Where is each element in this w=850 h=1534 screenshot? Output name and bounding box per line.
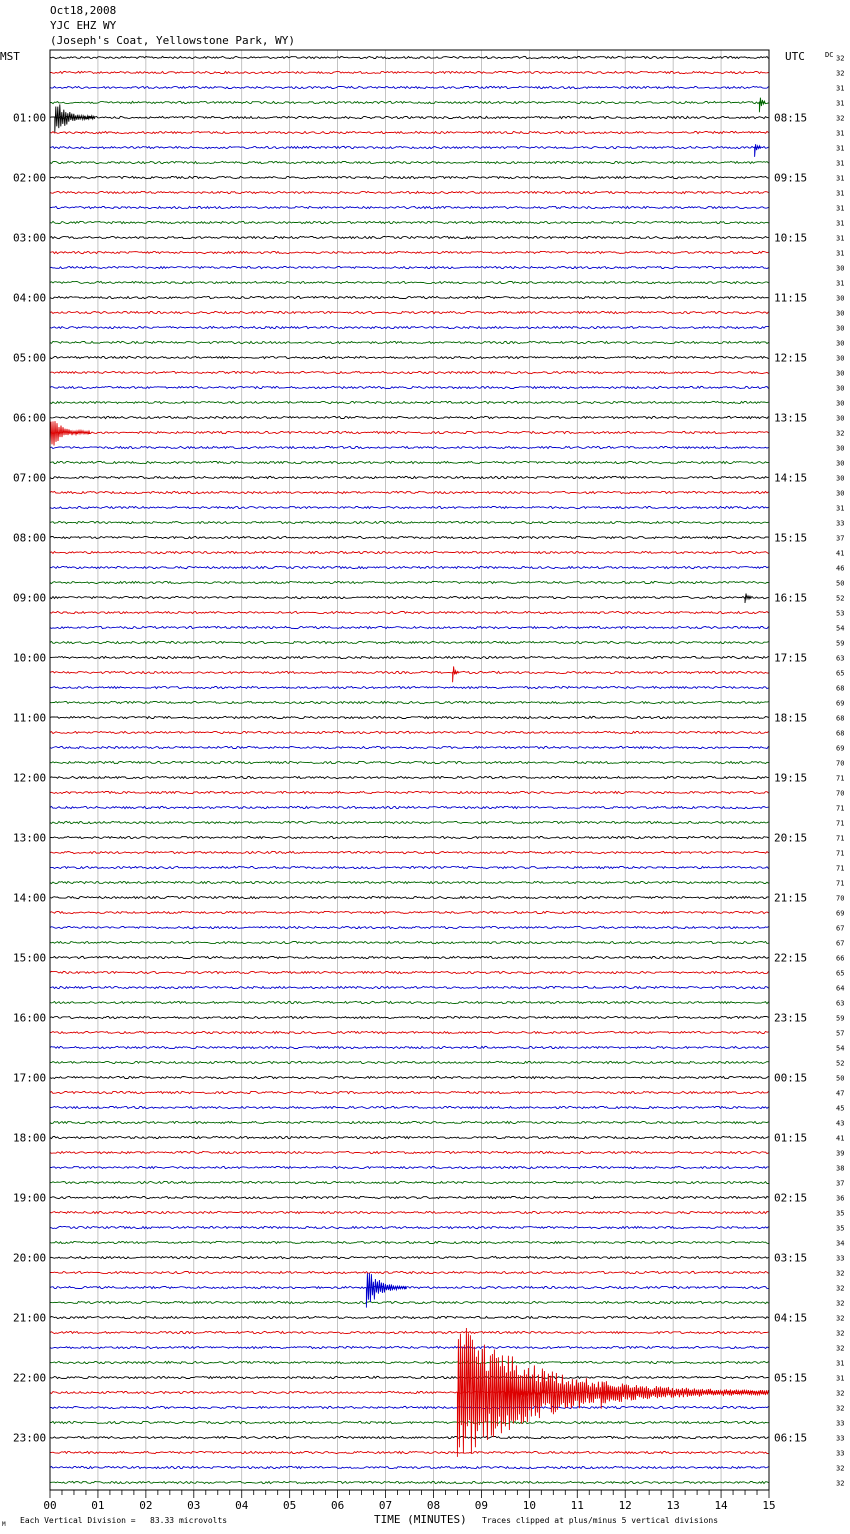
trace-row-7 (50, 146, 769, 148)
trace-row-73 (50, 1136, 769, 1138)
trace-row-62 (50, 971, 769, 973)
dc-offset-label: 31 (836, 144, 845, 153)
trace-row-79 (50, 1226, 769, 1228)
dc-offset-label: 30 (836, 384, 845, 393)
dc-offset-label: 30 (836, 414, 845, 423)
trace-row-81 (50, 1256, 769, 1258)
dc-offset-label: 31 (836, 129, 845, 138)
left-hour-label: 06:00 (13, 411, 47, 425)
dc-offset-label: 53 (836, 609, 845, 618)
trace-row-9 (50, 176, 769, 178)
dc-offset-label: 31 (836, 84, 845, 93)
dc-offset-label: 32 (836, 1299, 845, 1308)
dc-offset-label: 54 (836, 624, 845, 633)
dc-offset-label: 31 (836, 234, 845, 243)
x-tick-label: 15 (762, 1499, 776, 1512)
dc-offset-label: 36 (836, 1194, 845, 1203)
trace-row-18 (50, 311, 769, 313)
dc-offset-label: 69 (836, 744, 845, 753)
trace-row-91 (50, 1406, 769, 1408)
dc-offset-label: 30 (836, 309, 845, 318)
trace-row-48 (50, 761, 769, 763)
dc-offset-label: 32 (836, 1329, 845, 1338)
dc-offset-label: 69 (836, 699, 845, 708)
dc-offset-label: 31 (836, 189, 845, 198)
dc-offset-label: 32 (836, 429, 845, 438)
dc-offset-label: 30 (836, 339, 845, 348)
dc-offset-label: 30 (836, 264, 845, 273)
dc-offset-label: 30 (836, 399, 845, 408)
plot-frame (50, 50, 769, 1490)
dc-offset-label: 32 (836, 1404, 845, 1413)
dc-offset-label: 37 (836, 1179, 845, 1188)
left-hour-label: 22:00 (13, 1371, 47, 1385)
dc-offset-label: 71 (836, 804, 845, 813)
dc-offset-label: 31 (836, 1374, 845, 1383)
trace-row-87 (50, 1346, 769, 1348)
right-hour-label: 09:15 (774, 171, 808, 185)
x-tick-label: 02 (139, 1499, 153, 1512)
seismic-event-6 (453, 666, 459, 682)
dc-offset-label: 33 (836, 519, 845, 528)
trace-row-70 (50, 1091, 769, 1093)
right-hour-label: 04:15 (774, 1311, 808, 1325)
dc-offset-label: 68 (836, 684, 845, 693)
left-hour-label: 10:00 (13, 651, 47, 665)
trace-row-65 (50, 1016, 769, 1018)
x-axis-title: TIME (MINUTES) (374, 1513, 467, 1526)
trace-row-57 (50, 896, 769, 898)
plot-date: Oct18,2008 (50, 4, 117, 17)
dc-offset-label: 33 (836, 1434, 845, 1443)
trace-row-92 (50, 1421, 769, 1423)
left-hour-label: 17:00 (13, 1071, 47, 1085)
dc-offset-label: 38 (836, 1164, 845, 1173)
dc-offset-label: 59 (836, 1014, 845, 1023)
left-hour-label: 19:00 (13, 1191, 47, 1205)
trace-row-45 (50, 716, 769, 718)
trace-row-27 (50, 446, 769, 448)
right-hour-label: 18:15 (774, 711, 808, 725)
dc-offset-label: 67 (836, 939, 845, 948)
dc-offset-label: 70 (836, 759, 845, 768)
right-hour-label: 23:15 (774, 1011, 808, 1025)
dc-offset-label: 32 (836, 1269, 845, 1278)
trace-row-33 (50, 536, 769, 538)
trace-row-4 (50, 101, 769, 103)
trace-row-32 (50, 521, 769, 523)
trace-row-38 (50, 611, 769, 613)
corner-mark: M (2, 1521, 6, 1528)
trace-row-78 (50, 1211, 769, 1213)
trace-row-52 (50, 821, 769, 823)
x-tick-label: 12 (618, 1499, 632, 1512)
right-hour-label: 13:15 (774, 411, 808, 425)
trace-row-8 (50, 161, 769, 163)
x-tick-label: 14 (714, 1499, 728, 1512)
dc-offset-label: 32 (836, 1314, 845, 1323)
trace-row-67 (50, 1046, 769, 1048)
trace-row-80 (50, 1241, 769, 1243)
dc-offset-label: 30 (836, 489, 845, 498)
trace-row-51 (50, 806, 769, 808)
right-hour-label: 11:15 (774, 291, 808, 305)
left-hour-label: 18:00 (13, 1131, 47, 1145)
trace-row-93 (50, 1436, 769, 1438)
dc-offset-label: 59 (836, 639, 845, 648)
dc-offset-label: 31 (836, 504, 845, 513)
dc-offset-label: 33 (836, 1419, 845, 1428)
trace-row-77 (50, 1196, 769, 1198)
left-hour-label: 08:00 (13, 531, 47, 545)
dc-offset-label: 31 (836, 1359, 845, 1368)
trace-row-21 (50, 356, 769, 358)
trace-row-54 (50, 851, 769, 853)
station-location: (Joseph's Coat, Yellowstone Park, WY) (50, 34, 296, 47)
dc-offset-label: 47 (836, 1089, 845, 1098)
trace-row-36 (50, 581, 769, 583)
trace-row-56 (50, 881, 769, 883)
left-hour-label: 16:00 (13, 1011, 47, 1025)
right-hour-label: 20:15 (774, 831, 808, 845)
time-gridlines (98, 50, 721, 1490)
trace-row-88 (50, 1361, 769, 1363)
dc-offset-label: 32 (836, 114, 845, 123)
dc-offset-label: 41 (836, 1134, 845, 1143)
left-hour-label: 05:00 (13, 351, 47, 365)
dc-offset-label: 43 (836, 1119, 845, 1128)
right-hour-label: 17:15 (774, 651, 808, 665)
trace-row-61 (50, 956, 769, 958)
trace-row-24 (50, 401, 769, 403)
dc-offset-label: 63 (836, 999, 845, 1008)
trace-row-94 (50, 1451, 769, 1453)
dc-offset-label: 33 (836, 1449, 845, 1458)
dc-offset-label: 41 (836, 549, 845, 558)
dc-offset-label: 30 (836, 354, 845, 363)
left-hour-label: 13:00 (13, 831, 47, 845)
dc-offset-label: 52 (836, 1059, 845, 1068)
right-hour-label: 03:15 (774, 1251, 808, 1265)
dc-offset-label: 30 (836, 474, 845, 483)
dc-offset-label: 54 (836, 1044, 845, 1053)
trace-row-2 (50, 71, 769, 73)
dc-offset-label: 71 (836, 849, 845, 858)
trace-row-60 (50, 941, 769, 943)
x-tick-label: 11 (570, 1499, 584, 1512)
left-hour-label: 07:00 (13, 471, 47, 485)
dc-offset-label: 32 (836, 69, 845, 78)
dc-offset-label: 67 (836, 924, 845, 933)
dc-offset-label: 68 (836, 729, 845, 738)
trace-row-68 (50, 1061, 769, 1063)
right-hour-label: 06:15 (774, 1431, 808, 1445)
dc-offset-label: 64 (836, 984, 845, 993)
trace-row-10 (50, 191, 769, 193)
left-hour-label: 01:00 (13, 111, 47, 125)
trace-row-19 (50, 326, 769, 328)
trace-row-35 (50, 566, 769, 568)
dc-offset-label: 31 (836, 249, 845, 258)
left-hour-label: 03:00 (13, 231, 47, 245)
right-hour-label: 05:15 (774, 1371, 808, 1385)
trace-row-17 (50, 296, 769, 298)
trace-row-30 (50, 491, 769, 493)
dc-offset-label: 32 (836, 1479, 845, 1488)
trace-row-39 (50, 626, 769, 628)
left-hour-label: 04:00 (13, 291, 47, 305)
dc-offset-label: 35 (836, 1209, 845, 1218)
right-timezone-label: UTC (785, 50, 805, 63)
dc-offset-label: 32 (836, 1464, 845, 1473)
dc-offset-label: 65 (836, 969, 845, 978)
trace-row-40 (50, 641, 769, 643)
dc-offset-header: DC (825, 51, 834, 59)
trace-row-47 (50, 746, 769, 748)
dc-offset-label: 31 (836, 204, 845, 213)
dc-offset-label: 31 (836, 99, 845, 108)
trace-row-11 (50, 206, 769, 208)
trace-row-16 (50, 281, 769, 283)
dc-offset-label: 30 (836, 459, 845, 468)
trace-row-59 (50, 926, 769, 928)
right-hour-label: 01:15 (774, 1131, 808, 1145)
dc-offset-label: 30 (836, 294, 845, 303)
trace-row-85 (50, 1316, 769, 1318)
right-hour-label: 22:15 (774, 951, 808, 965)
left-hour-label: 14:00 (13, 891, 47, 905)
dc-offset-label: 70 (836, 894, 845, 903)
dc-offset-label: 32 (836, 1284, 845, 1293)
dc-offset-label: 50 (836, 579, 845, 588)
dc-offset-label: 46 (836, 564, 845, 573)
seismic-event-1 (759, 98, 765, 113)
dc-offset-label: 66 (836, 954, 845, 963)
dc-offset-label: 30 (836, 444, 845, 453)
right-hour-label: 02:15 (774, 1191, 808, 1205)
trace-row-75 (50, 1166, 769, 1168)
trace-row-76 (50, 1181, 769, 1183)
trace-row-74 (50, 1151, 769, 1153)
trace-row-46 (50, 731, 769, 733)
trace-row-84 (50, 1301, 769, 1303)
right-hour-label: 16:15 (774, 591, 808, 605)
trace-row-43 (50, 686, 769, 688)
dc-offset-label: 32 (836, 54, 845, 63)
x-tick-label: 10 (522, 1499, 536, 1512)
dc-offset-label: 31 (836, 159, 845, 168)
dc-offset-label: 50 (836, 1074, 845, 1083)
dc-offset-label: 57 (836, 1029, 845, 1038)
right-hour-label: 14:15 (774, 471, 808, 485)
trace-row-23 (50, 386, 769, 388)
x-tick-label: 07 (378, 1499, 393, 1512)
dc-offset-label: 68 (836, 714, 845, 723)
dc-offset-label: 30 (836, 324, 845, 333)
dc-offset-label: 63 (836, 654, 845, 663)
trace-row-49 (50, 776, 769, 778)
clip-note: Traces clipped at plus/minus 5 vertical divisions (482, 1516, 719, 1525)
trace-row-22 (50, 371, 769, 373)
seismic-event-2 (55, 104, 95, 132)
dc-offset-label: 71 (836, 834, 845, 843)
dc-offset-label: 52 (836, 594, 845, 603)
trace-row-83 (50, 1286, 769, 1288)
trace-row-66 (50, 1031, 769, 1033)
x-tick-label: 01 (91, 1499, 105, 1512)
dc-offset-label: 70 (836, 789, 845, 798)
dc-offset-label: 31 (836, 174, 845, 183)
x-tick-label: 06 (330, 1499, 345, 1512)
dc-offset-label: 71 (836, 819, 845, 828)
x-tick-label: 00 (43, 1499, 57, 1512)
dc-offset-label: 69 (836, 909, 845, 918)
dc-offset-label: 37 (836, 534, 845, 543)
trace-row-3 (50, 86, 769, 88)
x-tick-label: 09 (474, 1499, 489, 1512)
dc-offset-label: 35 (836, 1224, 845, 1233)
dc-offset-label: 30 (836, 369, 845, 378)
right-hour-label: 19:15 (774, 771, 808, 785)
trace-row-26 (50, 431, 769, 433)
trace-row-41 (50, 656, 769, 658)
dc-offset-label: 71 (836, 879, 845, 888)
trace-row-28 (50, 461, 769, 463)
dc-offset-label: 45 (836, 1104, 845, 1113)
right-hour-label: 00:15 (774, 1071, 808, 1085)
dc-offset-label: 65 (836, 669, 845, 678)
trace-row-55 (50, 866, 769, 868)
left-hour-label: 20:00 (13, 1251, 47, 1265)
trace-row-89 (50, 1376, 769, 1378)
trace-row-42 (50, 671, 769, 673)
trace-row-95 (50, 1466, 769, 1468)
left-hour-label: 09:00 (13, 591, 47, 605)
trace-row-96 (50, 1481, 769, 1483)
trace-row-82 (50, 1271, 769, 1273)
x-tick-label: 04 (235, 1499, 249, 1512)
trace-row-31 (50, 506, 769, 508)
trace-row-6 (50, 131, 769, 133)
trace-row-69 (50, 1076, 769, 1078)
trace-row-64 (50, 1001, 769, 1003)
seismic-event-4 (50, 421, 90, 446)
station-name: YJC EHZ WY (50, 19, 117, 32)
trace-row-71 (50, 1106, 769, 1108)
trace-row-37 (50, 596, 769, 598)
dc-offset-label: 33 (836, 1254, 845, 1263)
seismic-event-3 (755, 144, 761, 157)
left-hour-label: 12:00 (13, 771, 47, 785)
dc-offset-label: 71 (836, 774, 845, 783)
trace-row-12 (50, 221, 769, 223)
left-hour-label: 21:00 (13, 1311, 47, 1325)
trace-row-53 (50, 836, 769, 838)
scale-note: Each Vertical Division = 83.33 microvolts (20, 1516, 228, 1525)
right-hour-label: 10:15 (774, 231, 808, 245)
trace-row-44 (50, 701, 769, 703)
trace-row-58 (50, 911, 769, 913)
right-hour-label: 08:15 (774, 111, 808, 125)
trace-row-20 (50, 341, 769, 343)
trace-row-1 (50, 56, 769, 58)
dc-offset-label: 32 (836, 1389, 845, 1398)
trace-row-15 (50, 266, 769, 268)
trace-row-50 (50, 791, 769, 793)
left-hour-label: 15:00 (13, 951, 47, 965)
x-tick-label: 08 (426, 1499, 441, 1512)
trace-rows (50, 56, 769, 1483)
trace-row-72 (50, 1121, 769, 1123)
left-hour-label: 11:00 (13, 711, 47, 725)
trace-row-86 (50, 1331, 769, 1333)
trace-row-29 (50, 476, 769, 478)
left-hour-label: 23:00 (13, 1431, 47, 1445)
right-hour-label: 15:15 (774, 531, 808, 545)
dc-offset-label: 39 (836, 1149, 845, 1158)
dc-offset-label: 31 (836, 219, 845, 228)
right-hour-label: 12:15 (774, 351, 808, 365)
right-hour-label: 21:15 (774, 891, 808, 905)
dc-offset-label: 34 (836, 1239, 845, 1248)
x-tick-label: 05 (283, 1499, 297, 1512)
dc-offset-label: 71 (836, 864, 845, 873)
trace-row-14 (50, 251, 769, 253)
left-timezone-label: MST (0, 50, 20, 63)
dc-offset-label: 32 (836, 1344, 845, 1353)
x-tick-label: 13 (666, 1499, 680, 1512)
trace-row-34 (50, 551, 769, 553)
trace-row-25 (50, 416, 769, 418)
dc-offset-label: 31 (836, 279, 845, 288)
left-hour-label: 02:00 (13, 171, 47, 185)
trace-row-5 (50, 116, 769, 118)
trace-row-63 (50, 986, 769, 988)
x-tick-label: 03 (187, 1499, 201, 1512)
trace-row-13 (50, 236, 769, 238)
